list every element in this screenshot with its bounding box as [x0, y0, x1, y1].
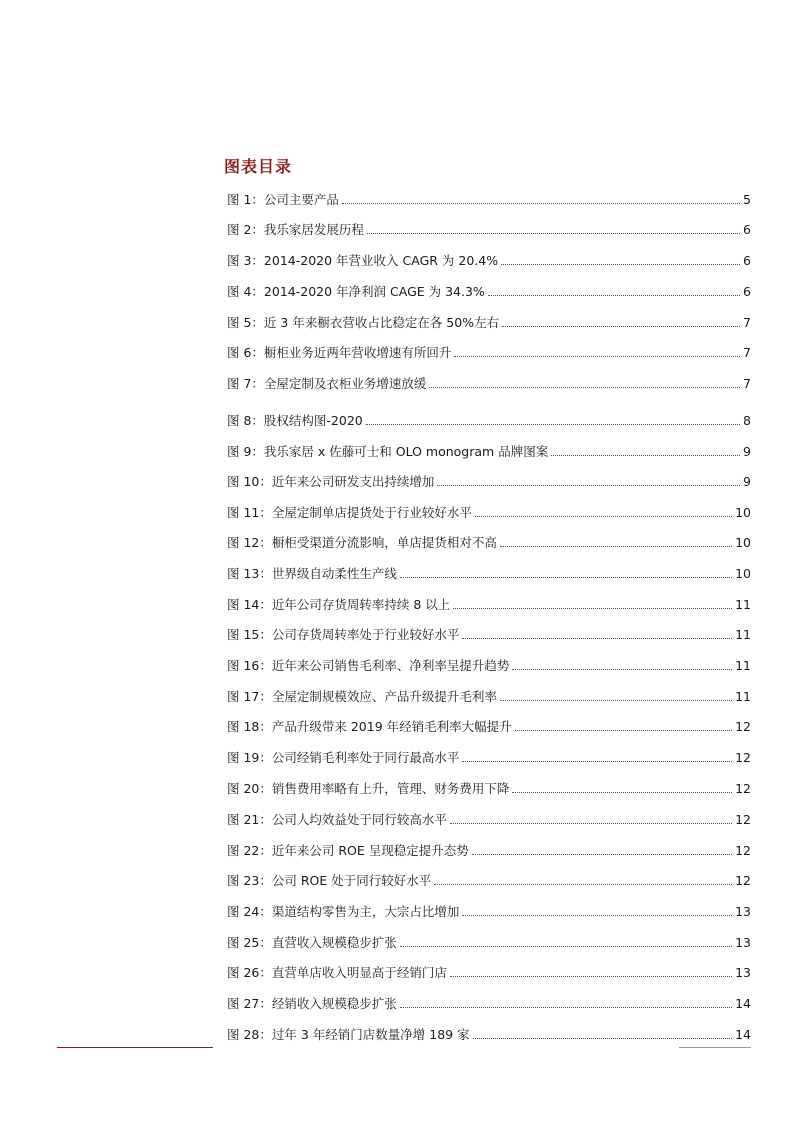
- toc-entry[interactable]: [227, 533, 751, 551]
- toc-leader-dots: [500, 545, 732, 547]
- toc-entry-label: 图 16：近年来公司销售毛利率、净利率呈提升趋势: [227, 658, 510, 673]
- toc-leader-dots: [515, 729, 732, 731]
- toc-leader-dots: [488, 294, 740, 296]
- toc-entry-label: 图 3：2014-2020 年营业收入 CAGR 为 20.4%: [227, 253, 499, 268]
- toc-entry-label: 图 2：我乐家居发展历程: [227, 222, 364, 237]
- toc-entry-page: 6: [743, 222, 751, 237]
- toc-leader-dots: [454, 355, 740, 357]
- toc-leader-dots: [400, 945, 732, 947]
- toc-leader-dots: [366, 423, 740, 425]
- toc-entry-page: 11: [735, 597, 751, 612]
- toc-entry[interactable]: [227, 963, 751, 981]
- toc-entry-label: 图 28：过年 3 年经销门店数量净增 189 家: [227, 1027, 470, 1042]
- toc-entry[interactable]: [227, 411, 751, 429]
- toc-entry-page: 12: [735, 750, 751, 765]
- toc-entry[interactable]: [227, 1025, 751, 1043]
- toc-entry-page: 12: [735, 781, 751, 796]
- toc-leader-dots: [437, 484, 740, 486]
- toc-entry[interactable]: [227, 564, 751, 582]
- toc-entry-page: 8: [743, 413, 751, 428]
- toc-entry-page: 7: [743, 315, 751, 330]
- toc-entry-page: 9: [743, 474, 751, 489]
- toc-entry-page: 13: [735, 965, 751, 980]
- toc-entry-page: 12: [735, 812, 751, 827]
- toc-entry-label: 图 25：直营收入规模稳步扩张: [227, 935, 397, 950]
- toc-entry-label: 图 10：近年来公司研发支出持续增加: [227, 474, 435, 489]
- toc-entry[interactable]: [227, 841, 751, 859]
- toc-entry-label: 图 4：2014-2020 年净利润 CAGE 为 34.3%: [227, 284, 485, 299]
- toc-entry-page: 10: [735, 535, 751, 550]
- toc-entry[interactable]: [227, 472, 751, 490]
- toc-entry[interactable]: [227, 503, 751, 521]
- toc-entry-label: 图 15：公司存货周转率处于行业较好水平: [227, 627, 460, 642]
- toc-entry[interactable]: [227, 595, 751, 613]
- toc-entry-page: 13: [735, 904, 751, 919]
- toc-leader-dots: [462, 914, 732, 916]
- toc-entry-label: 图 23：公司 ROE 处于同行较好水平: [227, 873, 432, 888]
- toc-entry-label: 图 26：直营单店收入明显高于经销门店: [227, 965, 447, 980]
- toc-leader-dots: [475, 515, 732, 517]
- toc-entry[interactable]: [227, 625, 751, 643]
- footer-rule-left: [57, 1047, 213, 1048]
- toc-leader-dots: [551, 454, 740, 456]
- toc-entry-label: 图 20：销售费用率略有上升，管理、财务费用下降: [227, 781, 510, 796]
- toc-entry[interactable]: [227, 717, 751, 735]
- toc-entry-page: 13: [735, 935, 751, 950]
- toc-entry-page: 14: [735, 996, 751, 1011]
- toc-entry-label: 图 17：全屋定制规模效应、产品升级提升毛利率: [227, 689, 497, 704]
- toc-entry-label: 图 6：橱柜业务近两年营收增速有所回升: [227, 345, 452, 360]
- toc-entry[interactable]: [227, 282, 751, 300]
- toc-entry[interactable]: [227, 779, 751, 797]
- toc-entry[interactable]: [227, 656, 751, 674]
- toc-entry-page: 7: [743, 345, 751, 360]
- toc-leader-dots: [429, 386, 740, 388]
- toc-leader-dots: [512, 668, 732, 670]
- toc-leader-dots: [462, 637, 732, 639]
- toc-entry-label: 图 11：全屋定制单店提货处于行业较好水平: [227, 505, 472, 520]
- toc-entry[interactable]: [227, 343, 751, 361]
- toc-leader-dots: [400, 1006, 732, 1008]
- toc-entry[interactable]: [227, 810, 751, 828]
- toc-entry-page: 5: [743, 192, 751, 207]
- toc-entry-page: 6: [743, 284, 751, 299]
- toc-entry-label: 图 22：近年来公司 ROE 呈现稳定提升态势: [227, 843, 469, 858]
- toc-entry-label: 图 1：公司主要产品: [227, 192, 339, 207]
- toc-entry-page: 12: [735, 873, 751, 888]
- toc-entry-page: 11: [735, 627, 751, 642]
- toc-entry-label: 图 12：橱柜受渠道分流影响，单店提货相对不高: [227, 535, 497, 550]
- toc-leader-dots: [367, 232, 740, 234]
- toc-entry-label: 图 5：近 3 年来橱衣营收占比稳定在各 50%左右: [227, 315, 500, 330]
- toc-entry-label: 图 14：近年公司存货周转率持续 8 以上: [227, 597, 451, 612]
- toc-entry-page: 6: [743, 253, 751, 268]
- toc-entry-label: 图 21：公司人均效益处于同行较高水平: [227, 812, 447, 827]
- toc-entry[interactable]: [227, 933, 751, 951]
- toc-entry[interactable]: [227, 748, 751, 766]
- toc-entry-page: 11: [735, 689, 751, 704]
- toc-entry-label: 图 24：渠道结构零售为主，大宗占比增加: [227, 904, 460, 919]
- toc-leader-dots: [453, 607, 732, 609]
- toc-entry-label: 图 8：股权结构图-2020: [227, 413, 363, 428]
- toc-entry[interactable]: [227, 871, 751, 889]
- toc-entry[interactable]: [227, 902, 751, 920]
- toc-entry-label: 图 27：经销收入规模稳步扩张: [227, 996, 397, 1011]
- toc-leader-dots: [512, 791, 732, 793]
- toc-entry-page: 10: [735, 505, 751, 520]
- toc-leader-dots: [501, 263, 740, 265]
- toc-entry-label: 图 7：全屋定制及衣柜业务增速放缓: [227, 376, 427, 391]
- toc-entry-page: 11: [735, 658, 751, 673]
- toc-entry[interactable]: [227, 313, 751, 331]
- toc-leader-dots: [500, 699, 732, 701]
- toc-entry-label: 图 19：公司经销毛利率处于同行最高水平: [227, 750, 460, 765]
- toc-leader-dots: [434, 883, 732, 885]
- toc-leader-dots: [462, 760, 732, 762]
- toc-entry[interactable]: [227, 220, 751, 238]
- toc-entry-page: 12: [735, 843, 751, 858]
- toc-entry-label: 图 13：世界级自动柔性生产线: [227, 566, 397, 581]
- toc-entry[interactable]: [227, 442, 751, 460]
- toc-leader-dots: [450, 975, 732, 977]
- toc-entry-page: 7: [743, 376, 751, 391]
- toc-entry[interactable]: [227, 687, 751, 705]
- toc-entry[interactable]: [227, 190, 751, 208]
- toc-entry-label: 图 18：产品升级带来 2019 年经销毛利率大幅提升: [227, 719, 512, 734]
- toc-entry-page: 10: [735, 566, 751, 581]
- toc-leader-dots: [342, 202, 740, 204]
- toc-entry-page: 14: [735, 1027, 751, 1042]
- toc-leader-dots: [400, 576, 732, 578]
- toc-entry[interactable]: [227, 374, 751, 392]
- toc-entry[interactable]: [227, 994, 751, 1012]
- toc-leader-dots: [450, 822, 732, 824]
- toc-entry-page: 12: [735, 719, 751, 734]
- toc-entry[interactable]: [227, 251, 751, 269]
- toc-leader-dots: [502, 325, 740, 327]
- toc-entry-label: 图 9：我乐家居 x 佐藤可士和 OLO monogram 品牌图案: [227, 444, 549, 459]
- footer-rule-right: [679, 1047, 751, 1048]
- toc-title: 图表目录: [224, 157, 293, 176]
- toc-entry-page: 9: [743, 444, 751, 459]
- toc-leader-dots: [472, 853, 732, 855]
- toc-leader-dots: [473, 1037, 733, 1039]
